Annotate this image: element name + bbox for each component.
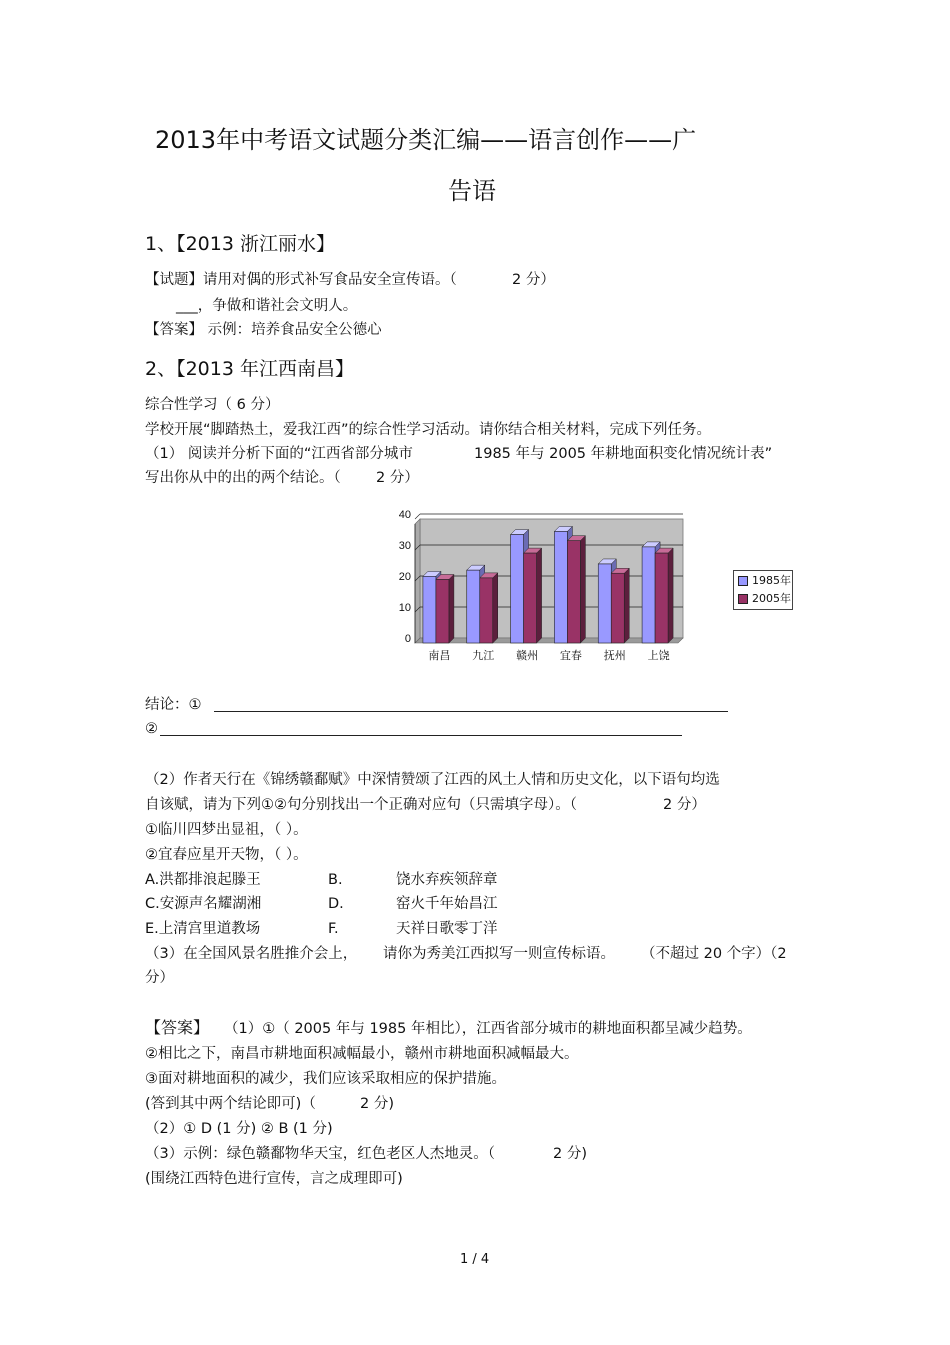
answer-6-a: （3）示例：绿色赣鄱物华天宝，红色老区人杰地灵。（ <box>145 1146 495 1162</box>
s2-q1-b: 1985 年与 2005 年耕地面积变化情况统计表” <box>474 446 773 462</box>
x-tick-label: 南昌 <box>428 649 451 662</box>
option-d: 窑火千年始昌江 <box>396 896 498 912</box>
s1-answer: 【答案】 示例：培养食品安全公德心 <box>145 322 382 338</box>
bar-1985 <box>642 547 655 643</box>
x-tick-label: 九江 <box>472 649 495 662</box>
answer-4-b: 2 分) <box>360 1096 394 1112</box>
bar-2005 <box>611 573 624 643</box>
answer-label: 【答案】 <box>145 1018 210 1037</box>
y-tick-label: 20 <box>398 571 411 583</box>
bar-side <box>668 548 673 643</box>
conclusion-blank-1[interactable] <box>214 711 728 712</box>
s2-q2-b: 自该赋，请为下列①②句分别找出一个正确对应句（只需填字母）。（ <box>145 797 577 813</box>
s1-blank-line: ___，争做和谐社会文明人。 <box>176 298 358 314</box>
legend-swatch-1985 <box>738 576 748 586</box>
s2-q2-a: （2）作者天行在《锦绣赣鄱赋》中深情赞颂了江西的风土人情和历史文化，以下语句均选 <box>145 772 720 788</box>
bar-chart <box>385 505 695 665</box>
s2-q2-score: 2 分） <box>663 797 706 813</box>
legend-item-1985 <box>738 574 791 588</box>
s2-q3-a: （3）在全国风景名胜推介会上， <box>145 946 358 962</box>
answer-2: ②相比之下，南昌市耕地面积减幅最小，赣州市耕地面积减幅最大。 <box>145 1046 579 1062</box>
bar-2005 <box>655 553 668 643</box>
page-number: 1 / 4 <box>460 1252 490 1267</box>
s2-q1-a: （1） 阅读并分析下面的“江西省部分城市 <box>145 446 413 462</box>
answer-4-a: (答到其中两个结论即可)（ <box>145 1096 316 1112</box>
option-d-letter: D. <box>328 896 344 912</box>
bar-side <box>580 536 585 643</box>
bar-1985 <box>511 535 524 644</box>
page-title-line2: 告语 <box>448 177 496 205</box>
s1-question-score: 2 分） <box>512 272 555 288</box>
bar-2005 <box>567 541 580 643</box>
answer-3: ③面对耕地面积的减少，我们应该采取相应的保护措施。 <box>145 1071 506 1087</box>
option-b-letter: B. <box>328 872 343 888</box>
bar-side <box>493 573 498 643</box>
option-f: 天祥日歌零丁洋 <box>396 921 498 937</box>
chart-legend <box>733 570 793 610</box>
bar-side <box>537 548 542 643</box>
bar-1985 <box>554 531 567 643</box>
bar-1985 <box>423 576 436 643</box>
option-a: A.洪都排浪起滕王 <box>145 872 261 888</box>
answer-6-b: 2 分) <box>553 1146 587 1162</box>
legend-label-1985: 1985年 <box>752 574 791 587</box>
s2-intro2: 学校开展“脚踏热土，爱我江西”的综合性学习活动。请你结合相关材料，完成下列任务。 <box>145 422 712 438</box>
y-tick-label: 30 <box>398 540 411 552</box>
s2-q1-score: 2 分） <box>376 470 419 486</box>
y-tick-label: 0 <box>404 633 411 645</box>
section1-heading: 1、【2013 浙江丽水】 <box>145 233 335 255</box>
bar-2005 <box>436 579 449 643</box>
option-e: E.上清宫里道教场 <box>145 921 261 937</box>
gridline-side <box>415 514 420 519</box>
conclusion-blank-2[interactable] <box>160 735 682 736</box>
bar-1985 <box>598 564 611 643</box>
x-tick-label: 上饶 <box>647 649 670 662</box>
section2-heading: 2、【2013 年江西南昌】 <box>145 358 354 380</box>
option-c: C.安源声名耀湖湘 <box>145 896 262 912</box>
s1-question: 【试题】请用对偶的形式补写食品安全宣传语。（ <box>145 272 457 288</box>
bar-2005 <box>524 553 537 643</box>
bar-2005 <box>480 578 493 643</box>
answer-7: (围绕江西特色进行宣传，言之成理即可) <box>145 1171 403 1187</box>
x-tick-label: 抚州 <box>603 649 626 662</box>
x-tick-label: 宜春 <box>559 649 582 662</box>
s2-q2-item1: ①临川四梦出显祖，（ ）。 <box>145 822 308 838</box>
answer-5: （2）① D (1 分) ② B (1 分) <box>145 1121 333 1137</box>
s2-intro1: 综合性学习（ 6 分） <box>145 397 280 413</box>
y-tick-label: 40 <box>398 509 411 521</box>
s2-q1-c: 写出你从中的出的两个结论。（ <box>145 470 341 486</box>
s2-q3-b: 请你为秀美江西拟写一则宣传标语。 <box>383 946 615 962</box>
option-f-letter: F. <box>328 921 339 937</box>
answer-1: （1）①（ 2005 年与 1985 年相比），江西省部分城市的耕地面积都呈减少趋势。 <box>224 1021 752 1037</box>
legend-item-2005 <box>738 592 791 606</box>
bar-side <box>449 574 454 643</box>
bar-side <box>624 568 629 643</box>
legend-swatch-2005 <box>738 594 748 604</box>
conclusion-label-2: ② <box>145 721 158 737</box>
page-title-line1: 2013年中考语文试题分类汇编——语言创作——广 <box>155 126 697 154</box>
s2-q3-d: 分） <box>145 970 174 986</box>
legend-label-2005: 2005年 <box>752 592 791 605</box>
conclusion-label-1: 结论：① <box>145 697 202 713</box>
s2-q3-c: （不超过 20 个字）（2 <box>641 946 787 962</box>
x-tick-label: 赣州 <box>516 649 539 662</box>
s2-q2-item2: ②宜春应星开天物，（ ）。 <box>145 847 308 863</box>
y-tick-label: 10 <box>398 602 411 614</box>
plot-side-wall <box>415 519 420 643</box>
bar-1985 <box>467 570 480 643</box>
option-b: 饶水弃疾领辞章 <box>396 872 498 888</box>
